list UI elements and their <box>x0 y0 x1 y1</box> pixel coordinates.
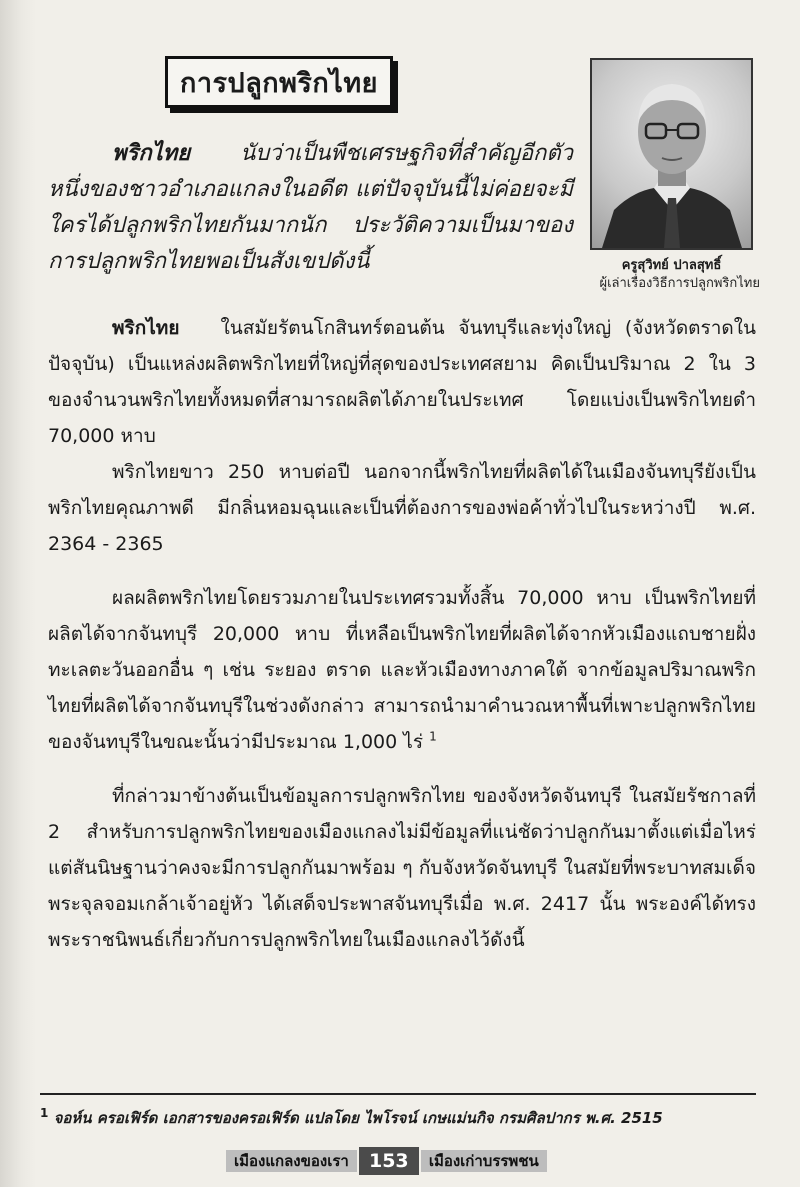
intro-lead: พริกไทย <box>112 141 191 166</box>
footnote-divider <box>40 1093 756 1095</box>
paragraph-1-lead: พริกไทย <box>112 317 180 339</box>
footnote-mark: 1 <box>40 1106 49 1120</box>
paragraph-1 <box>48 310 756 454</box>
footnote-reference: 1 <box>429 729 437 744</box>
photo-caption-name: ครูสุวิทย์ ปาลสุทธิ์ <box>621 258 722 273</box>
page-number: 153 <box>359 1147 419 1175</box>
chapter-title-box <box>165 56 393 108</box>
chapter-title: การปลูกพริกไทย <box>180 67 378 99</box>
portrait-photo <box>590 58 753 250</box>
page-footer <box>226 1147 560 1175</box>
paragraph-2-text: พริกไทยขาว 250 หาบต่อปี นอกจากนี้พริกไทยที่ผลิตได้ในเมืองจันทบุรียังเป็นพริกไทยคุณภาพดี มีกลิ่นหอมฉุนและเป็นที่ต้องการของพ่อค้าทั่วไปในระหว่างปี พ.ศ. 2364 - 2365 <box>48 461 756 555</box>
paragraph-4 <box>48 778 756 958</box>
photo-caption-role: ผู้เล่าเรื่องวิธีการปลูกพริกไทย <box>599 276 760 291</box>
footnote <box>40 1106 756 1130</box>
paragraph-2 <box>48 454 756 562</box>
paragraph-4-text: ที่กล่าวมาข้างต้นเป็นข้อมูลการปลูกพริกไทย ของจังหวัดจันทบุรี ในสมัยรัชกาลที่ 2 สำหรับการปลูกพริกไทยของเมืองแกลงไม่มีข้อมูลที่แน่ชัดว่าปลูกกันมาตั้งแต่เมื่อไหร่ แต่สันนิษฐานว่าคงจะมีการปลูกกันมาพร้อม ๆ กับจังหวัดจันทบุรี ในสมัยที่พระบาทสมเด็จพระจุลจอมเกล้าเจ้าอยู่หัว ได้เสด็จประพาสจันทบุรีเมื่อ พ.ศ. 2417 นั้น พระองค์ได้ทรงพระราชนิพนธ์เกี่ยวกับการปลูกพริกไทยในเมืองแกลงไว้ดังนี้ <box>48 785 756 951</box>
paragraph-1-text: ในสมัยรัตนโกสินทร์ตอนต้น จันทบุรีและทุ่งใหญ่ (จังหวัดตราดในปัจจุบัน) เป็นแหล่งผลิตพริกไทยที่ใหญ่ที่สุดของประเทศสยาม คิดเป็นปริมาณ 2 ใน 3 ของจำนวนพริกไทยทั้งหมดที่สามารถผลิตได้ภายในประเทศ โดยแบ่งเป็นพริกไทยดำ 70,000 หาบ <box>48 317 756 447</box>
paragraph-3-text: ผลผลิตพริกไทยโดยรวมภายในประเทศรวมทั้งสิ้น 70,000 หาบ เป็นพริกไทยที่ผลิตได้จากจันทบุรี 20,000 หาบ ที่เหลือเป็นพริกไทยที่ผลิตได้จากหัวเมืองแถบชายฝั่งทะเลตะวันออกอื่น ๆ เช่น ระยอง ตราด และหัวเมืองทางภาคใต้ จากข้อมูลปริมาณพริกไทยที่ผลิตได้จากจันทบุรีในช่วงดังกล่าว สามารถนำมาคำนวณหาพื้นที่เพาะปลูกพริกไทยของจันทบุรีในขณะนั้นว่ามีประมาณ 1,000 ไร่ <box>48 587 756 753</box>
footnote-text: จอห์น ครอเฟิร์ด เอกสารของครอเฟิร์ด แปลโดย ไพโรจน์ เกษแม่นกิจ กรมศิลปากร พ.ศ. 2515 <box>53 1109 663 1127</box>
intro-paragraph <box>48 136 573 280</box>
page-gutter-shadow <box>0 0 36 1187</box>
footer-section-title: เมืองเก่าบรรพชน <box>421 1150 547 1172</box>
portrait-illustration <box>592 60 751 248</box>
paragraph-3 <box>48 580 756 760</box>
footer-book-title: เมืองแกลงของเรา <box>226 1150 357 1172</box>
body-text <box>48 310 756 958</box>
intro-text: นับว่าเป็นพืชเศรษฐกิจที่สำคัญอีกตัวหนึ่งของชาวอำเภอแกลงในอดีต แต่ปัจจุบันนี้ไม่ค่อยจะมีใครได้ปลูกพริกไทยกันมากนัก ประวัติความเป็นมาของการปลูกพริกไทยพอเป็นสังเขปดังนี้ <box>48 141 573 274</box>
